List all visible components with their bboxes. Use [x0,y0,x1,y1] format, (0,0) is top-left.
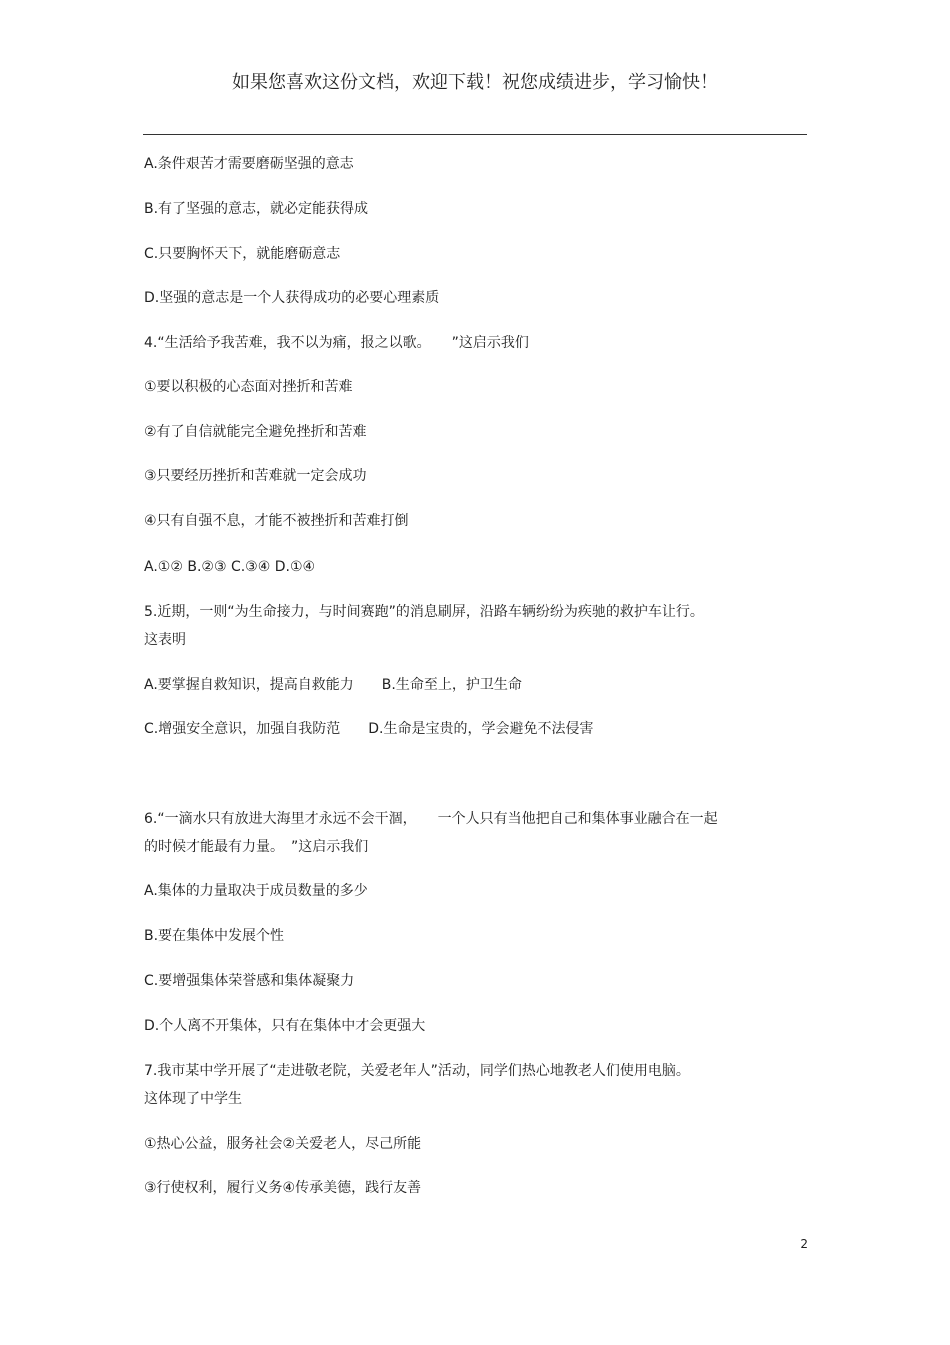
statement-line: ①要以积极的心态面对挫折和苦难 [144,379,353,395]
question-stem: 6.“一滴水只有放进大海里才永远不会干涸， 一个人只有当他把自己和集体事业融合在一起 [144,811,718,827]
statement-line: ④只有自强不息，才能不被挫折和苦难打倒 [144,513,409,529]
option-line: C.只要胸怀天下，就能磨砺意志 [144,246,341,262]
option-line: D.坚强的意志是一个人获得成功的必要心理素质 [144,290,440,306]
question-stem: 4.“生活给予我苦难，我不以为痛，报之以歌。 ”这启示我们 [144,335,529,351]
page-header: 如果您喜欢这份文档，欢迎下载！祝您成绩进步，学习愉快！ [232,72,718,93]
option-line: C.增强安全意识，加强自我防范 D.生命是宝贵的，学会避免不法侵害 [144,721,594,737]
page-number: 2 [800,1237,808,1251]
option-line: B.有了坚强的意志，就必定能获得成 [144,201,369,217]
statement-line: ②有了自信就能完全避免挫折和苦难 [144,424,367,440]
statement-line: ①热心公益，服务社会②关爱老人，尽己所能 [144,1136,422,1152]
question-stem: 5.近期，一则“为生命接力，与时间赛跑”的消息刷屏，沿路车辆纷纷为疾驰的救护车让行。 [144,604,704,620]
question-stem: 7.我市某中学开展了“走进敬老院，关爱老年人”活动，同学们热心地教老人们使用电脑。 [144,1063,690,1079]
option-line: A.条件艰苦才需要磨砺坚强的意志 [144,156,354,172]
option-line: A.集体的力量取决于成员数量的多少 [144,883,368,899]
option-line: B.要在集体中发展个性 [144,928,285,944]
option-line: D.个人离不开集体，只有在集体中才会更强大 [144,1018,426,1034]
question-stem: 的时候才能最有力量。 ”这启示我们 [144,839,369,855]
option-line: A.①② B.②③ C.③④ D.①④ [144,559,316,575]
question-stem: 这表明 [144,632,186,648]
question-stem: 这体现了中学生 [144,1091,242,1107]
statement-line: ③只要经历挫折和苦难就一定会成功 [144,468,367,484]
header-divider [143,134,807,135]
option-line: A.要掌握自救知识，提高自救能力 B.生命至上，护卫生命 [144,677,522,693]
statement-line: ③行使权利，履行义务④传承美德，践行友善 [144,1180,422,1196]
option-line: C.要增强集体荣誉感和集体凝聚力 [144,973,355,989]
